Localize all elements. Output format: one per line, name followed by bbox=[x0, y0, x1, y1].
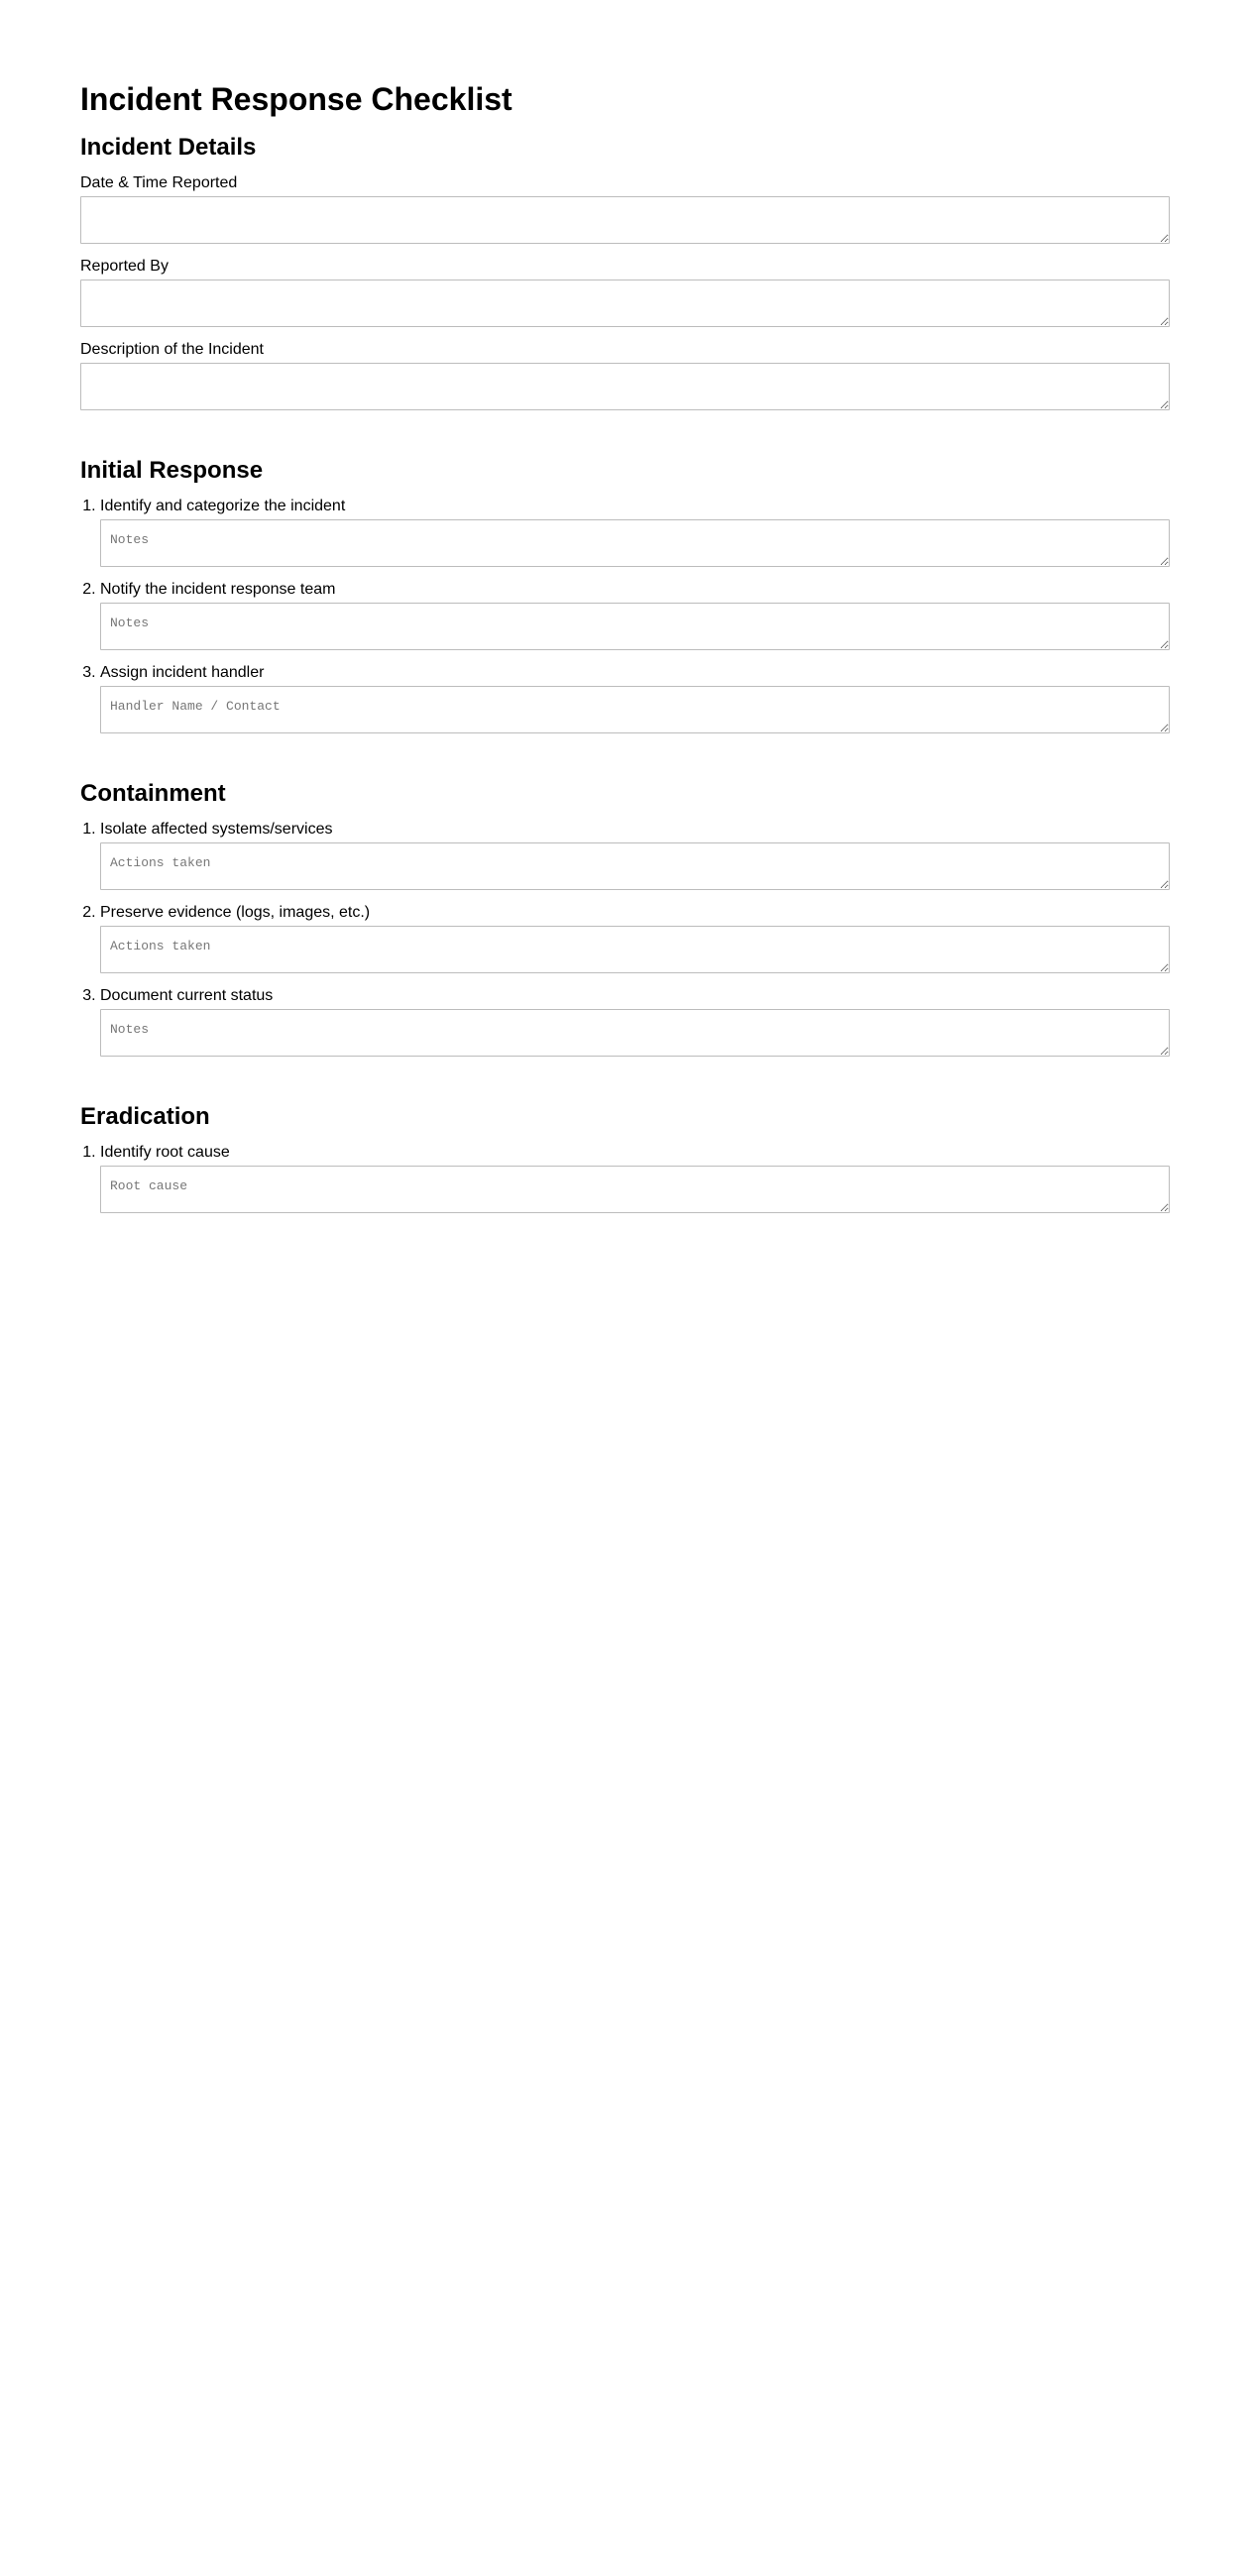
section-heading-initial-response: Initial Response bbox=[80, 457, 264, 484]
preserve-evidence-actions-field[interactable] bbox=[100, 926, 1170, 973]
initial-response-section bbox=[80, 456, 1170, 733]
step-label: 2. Notify the incident response team bbox=[100, 581, 336, 598]
initial-response-steps bbox=[80, 498, 1170, 733]
reported-by-field[interactable] bbox=[80, 280, 1170, 327]
reported-by-label: Reported By bbox=[80, 258, 169, 275]
incident-description-label: Description of the Incident bbox=[80, 341, 264, 358]
step-label: 3. Assign incident handler bbox=[100, 664, 265, 681]
isolate-actions-field[interactable] bbox=[100, 842, 1170, 890]
date-time-reported-field[interactable] bbox=[80, 196, 1170, 244]
section-heading-incident-details: Incident Details bbox=[80, 134, 257, 161]
list-item bbox=[100, 664, 1170, 733]
incident-details-section bbox=[80, 133, 1170, 410]
section-heading-eradication: Eradication bbox=[80, 1103, 210, 1130]
containment-steps bbox=[80, 821, 1170, 1057]
list-item bbox=[100, 581, 1170, 650]
step-label: 1. Identify root cause bbox=[100, 1144, 230, 1161]
current-status-notes-field[interactable] bbox=[100, 1009, 1170, 1057]
list-item bbox=[100, 904, 1170, 973]
handler-contact-field[interactable] bbox=[100, 686, 1170, 733]
eradication-section bbox=[80, 1102, 1170, 1213]
list-item bbox=[100, 821, 1170, 890]
notify-team-notes-field[interactable] bbox=[100, 603, 1170, 650]
identify-categorize-notes-field[interactable] bbox=[100, 519, 1170, 567]
root-cause-field[interactable] bbox=[100, 1166, 1170, 1213]
step-label: 1. Isolate affected systems/services bbox=[100, 821, 333, 838]
step-label: 3. Document current status bbox=[100, 987, 274, 1004]
containment-section bbox=[80, 779, 1170, 1057]
page-title: Incident Response Checklist bbox=[80, 81, 512, 117]
list-item bbox=[100, 1144, 1170, 1213]
list-item bbox=[100, 498, 1170, 567]
section-heading-containment: Containment bbox=[80, 780, 226, 807]
list-item bbox=[100, 987, 1170, 1057]
step-label: 1. Identify and categorize the incident bbox=[100, 498, 346, 514]
incident-description-field[interactable] bbox=[80, 363, 1170, 410]
step-label: 2. Preserve evidence (logs, images, etc.) bbox=[100, 904, 371, 921]
date-time-reported-label: Date & Time Reported bbox=[80, 174, 238, 191]
eradication-steps bbox=[80, 1144, 1170, 1213]
